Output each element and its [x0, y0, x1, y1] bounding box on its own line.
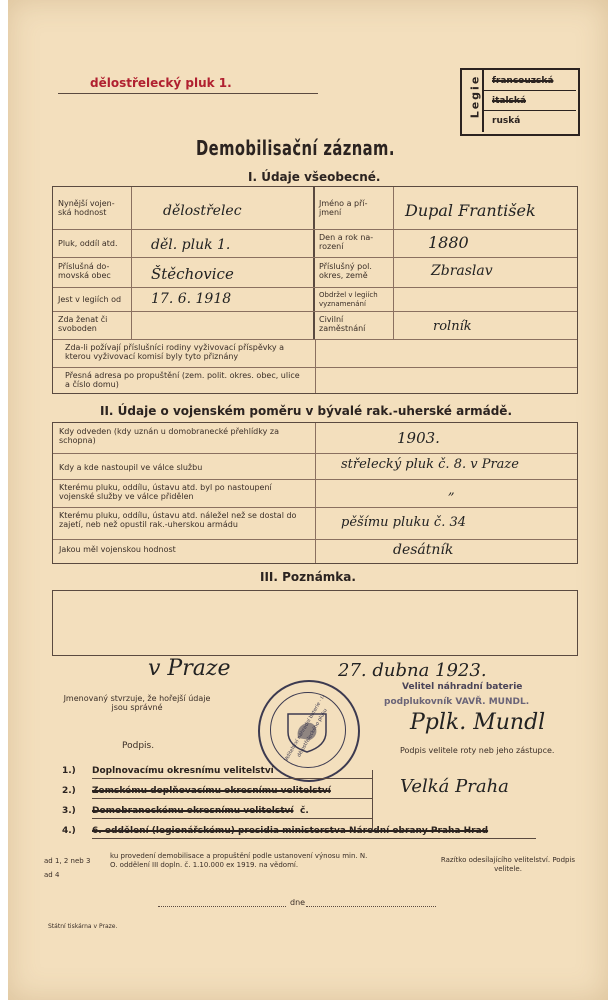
printer-credit: Státní tiskárna v Praze.: [48, 923, 118, 930]
section3-note-box: [52, 590, 578, 656]
dist-num-1: 1.): [62, 766, 76, 776]
dist-num-2: 2.): [62, 786, 76, 796]
dist-item-1: Doplnovacímu okresnímu velitelství: [92, 766, 274, 776]
legie-option-french: francouzská: [492, 76, 554, 86]
value-name: Dupal František: [405, 201, 536, 220]
label-decorations: Obdržel v legiích vyznamenání: [319, 291, 378, 308]
note-refs: ad 1, 2 neb 3 ad 4: [44, 857, 91, 879]
value-assigned-unit: „: [448, 483, 455, 498]
commander-caption: Podpis velitele roty neb jeho zástupce.: [400, 746, 555, 755]
value-rank: dělostřelec: [163, 203, 242, 219]
regiment-stamp: dělostřelecký pluk 1.: [90, 76, 232, 90]
dist-item-4: 6. oddělení (legionářskému) presidia ministerstva Národní obrany Praha Hrad: [92, 826, 489, 836]
dist-item-3-suffix: č.: [300, 806, 309, 816]
document-sheet: [8, 0, 608, 1000]
label-service-start: Kdy a kde nastoupil ve válce službu: [59, 463, 203, 472]
value-rank-austro: desátník: [393, 542, 454, 558]
dist-item-2: Zemskému doplňovacímu okresnímu velitelství: [92, 786, 331, 796]
document-title: Demobilisační záznam.: [196, 136, 395, 160]
value-last-unit: pěšímu pluku č. 34: [341, 515, 466, 530]
commander-stamp-line2: podplukovník VAVŘ. MUNDL.: [384, 697, 530, 707]
value-birth: 1880: [428, 233, 469, 252]
label-rank-austro: Jakou měl vojenskou hodnost: [59, 545, 176, 554]
confirm-text: Jmenovaný stvrzuje, že hořejší údaje jsou správné: [63, 694, 211, 712]
dist-num-3: 3.): [62, 806, 76, 816]
label-legion-since: Jest v legiích od: [58, 295, 122, 304]
label-family-allowance: Zda-li požívají příslušníci rodiny vyživovací příspěvky a kterou vyživovací komisí byly tyto přiznány: [65, 343, 285, 361]
section2-heading: II. Údaje o vojenském poměru v bývalé rak.-uherské armádě.: [100, 404, 513, 418]
podpis-label: Podpis.: [122, 741, 155, 751]
section2-table: [52, 422, 578, 564]
label-home-town: Příslušná do-movská obec: [58, 262, 111, 280]
legie-box: [460, 68, 580, 136]
value-home-town: Štěchovice: [151, 265, 234, 283]
value-drafted: 1903.: [397, 429, 440, 447]
section1-heading: I. Údaje všeobecné.: [248, 170, 381, 184]
place: v Praze: [148, 656, 231, 681]
label-drafted: Kdy odveden (kdy uznán u domobranecké přehlídky za schopna): [59, 427, 279, 445]
header-rule: [58, 93, 318, 94]
label-name: Jméno a pří-jmení: [319, 199, 368, 217]
date: 27. dubna 1923.: [338, 660, 487, 681]
label-district: Příslušný pol. okres, země: [319, 262, 372, 280]
dne-label: dne: [290, 898, 306, 907]
label-rank: Nynější vojen-ská hodnost: [58, 199, 115, 217]
legie-label: Legie: [468, 74, 482, 119]
commander-stamp-line1: Velitel náhradní baterie: [402, 682, 523, 692]
legie-option-russian: ruská: [492, 116, 521, 126]
commander-signature: Pplk. Mundl: [410, 710, 546, 735]
value-service-start: střelecký pluk č. 8. v Praze: [341, 457, 519, 472]
label-last-unit: Kterému pluku, oddílu, ústavu atd. náležel než se dostal do zajetí, neb než opustil rak.-uherskou armádu: [59, 511, 297, 529]
label-regiment: Pluk, oddíl atd.: [58, 239, 118, 248]
section1-table: [52, 186, 578, 394]
seal-text: Velitelství náhradní baterie · I. dělostřeleckého pluku: [283, 694, 329, 763]
value-regiment: děl. pluk 1.: [151, 237, 231, 253]
dist-item-3: Domobraneckému okresnímu velitelství: [92, 806, 294, 816]
dist-handwritten: Velká Praha: [400, 776, 509, 797]
label-address: Přesná adresa po propuštění (zem. polit. okres. obec, ulice a číslo domu): [65, 371, 300, 389]
dist-num-4: 4.): [62, 826, 76, 836]
legie-option-italian: italská: [492, 96, 526, 106]
label-birth: Den a rok na-rození: [319, 233, 374, 251]
note-text: ku provedení demobilisace a propuštění podle ustanovení výnosu min. N. O. oddělení III dopln. č. 1.10.000 ex 1919. na vědomí.: [110, 852, 368, 869]
value-occupation: rolník: [433, 319, 472, 334]
value-district: Zbraslav: [431, 263, 493, 279]
section3-heading: III. Poznámka.: [260, 570, 356, 584]
dispatch-caption: Razítko odesílajícího velitelství. Podpis velitele.: [440, 856, 576, 873]
label-occupation: Civilní zaměstnání: [319, 315, 366, 333]
label-married: Zda ženat či svoboden: [58, 315, 108, 333]
label-assigned-unit: Kterému pluku, oddílu, ústavu atd. byl po nastoupení vojenské služby ve válce přidělen: [59, 483, 272, 501]
value-legion-since: 17. 6. 1918: [151, 291, 232, 307]
